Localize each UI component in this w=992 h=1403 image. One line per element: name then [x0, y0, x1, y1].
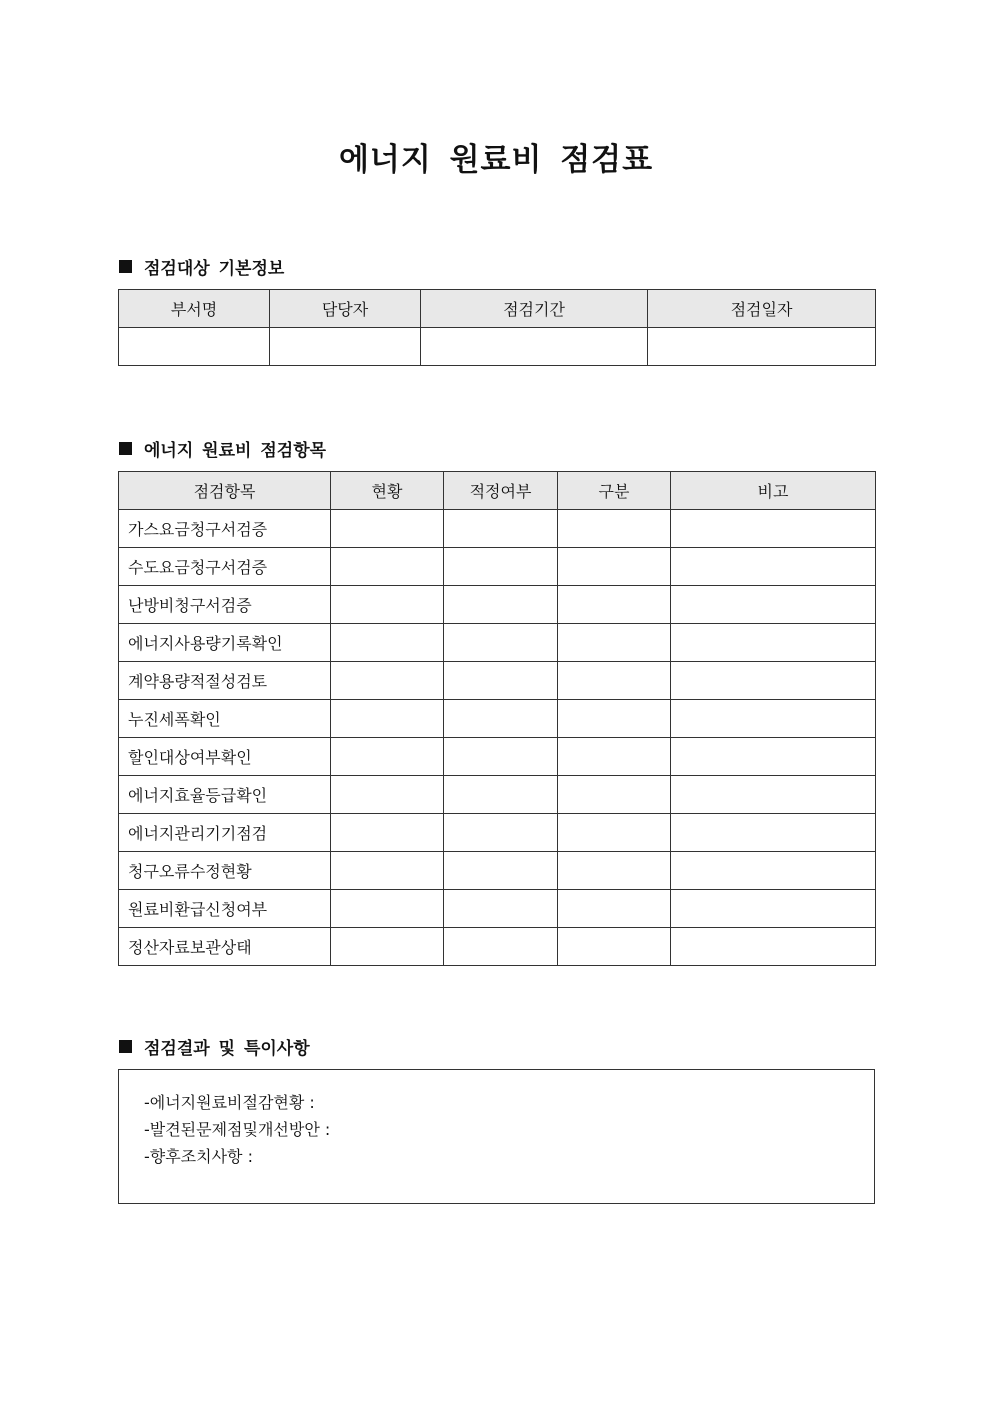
- remarks-cell[interactable]: [671, 776, 876, 814]
- notes-line-followup: -향후조치사항 :: [144, 1147, 253, 1166]
- category-cell[interactable]: [558, 776, 671, 814]
- check-item-label: 가스요금청구서검증: [119, 510, 331, 548]
- table-row: [119, 890, 876, 928]
- adequacy-cell[interactable]: [444, 624, 558, 662]
- status-cell[interactable]: [331, 586, 444, 624]
- page-title: 에너지 원료비 점검표: [338, 142, 654, 178]
- column-header-remarks: 비고: [671, 472, 876, 510]
- column-header-category: 구분: [558, 472, 671, 510]
- table-row: [119, 814, 876, 852]
- status-cell[interactable]: [331, 852, 444, 890]
- adequacy-cell[interactable]: [444, 548, 558, 586]
- adequacy-cell[interactable]: [444, 890, 558, 928]
- status-cell[interactable]: [331, 662, 444, 700]
- square-bullet-icon: [119, 442, 132, 455]
- status-cell[interactable]: [331, 814, 444, 852]
- section-heading-label: 에너지 원료비 점검항목: [144, 441, 327, 461]
- remarks-cell[interactable]: [671, 624, 876, 662]
- status-cell[interactable]: [331, 928, 444, 966]
- category-cell[interactable]: [558, 700, 671, 738]
- results-notes-box[interactable]: [118, 1069, 875, 1204]
- period-cell[interactable]: [421, 328, 648, 366]
- category-cell[interactable]: [558, 510, 671, 548]
- notes-line-issues: -발견된문제점및개선방안 :: [144, 1120, 331, 1139]
- category-cell[interactable]: [558, 814, 671, 852]
- section-heading-check-items: [119, 436, 326, 461]
- status-cell[interactable]: [331, 890, 444, 928]
- basic-info-table: [118, 289, 876, 366]
- remarks-cell[interactable]: [671, 700, 876, 738]
- remarks-cell[interactable]: [671, 814, 876, 852]
- check-item-label: 원료비환급신청여부: [119, 890, 331, 928]
- table-row: [119, 328, 876, 366]
- category-cell[interactable]: [558, 548, 671, 586]
- adequacy-cell[interactable]: [444, 928, 558, 966]
- adequacy-cell[interactable]: [444, 814, 558, 852]
- notes-line-savings: -에너지원료비절감현황 :: [144, 1093, 315, 1112]
- status-cell[interactable]: [331, 548, 444, 586]
- table-row: [119, 510, 876, 548]
- section-heading-results: [119, 1034, 310, 1059]
- square-bullet-icon: [119, 1040, 132, 1053]
- section-heading-label: 점검결과 및 특이사항: [144, 1039, 310, 1059]
- category-cell[interactable]: [558, 890, 671, 928]
- check-item-label: 에너지관리기기점검: [119, 814, 331, 852]
- check-item-label: 누진세폭확인: [119, 700, 331, 738]
- category-cell[interactable]: [558, 738, 671, 776]
- adequacy-cell[interactable]: [444, 700, 558, 738]
- column-header-manager: 담당자: [270, 290, 421, 328]
- check-items-table: [118, 471, 876, 966]
- remarks-cell[interactable]: [671, 890, 876, 928]
- table-row: [119, 928, 876, 966]
- table-row: [119, 586, 876, 624]
- column-header-item: 점검항목: [119, 472, 331, 510]
- category-cell[interactable]: [558, 662, 671, 700]
- column-header-status: 현황: [331, 472, 444, 510]
- adequacy-cell[interactable]: [444, 738, 558, 776]
- adequacy-cell[interactable]: [444, 852, 558, 890]
- remarks-cell[interactable]: [671, 510, 876, 548]
- check-item-label: 난방비청구서검증: [119, 586, 331, 624]
- remarks-cell[interactable]: [671, 662, 876, 700]
- check-item-label: 계약용량적절성검토: [119, 662, 331, 700]
- column-header-period: 점검기간: [421, 290, 648, 328]
- adequacy-cell[interactable]: [444, 662, 558, 700]
- status-cell[interactable]: [331, 510, 444, 548]
- check-item-label: 정산자료보관상태: [119, 928, 331, 966]
- remarks-cell[interactable]: [671, 852, 876, 890]
- remarks-cell[interactable]: [671, 586, 876, 624]
- category-cell[interactable]: [558, 624, 671, 662]
- table-row: [119, 548, 876, 586]
- category-cell[interactable]: [558, 928, 671, 966]
- status-cell[interactable]: [331, 738, 444, 776]
- department-cell[interactable]: [119, 328, 270, 366]
- date-cell[interactable]: [648, 328, 876, 366]
- remarks-cell[interactable]: [671, 738, 876, 776]
- section-heading-basic-info: [119, 254, 284, 279]
- column-header-adequacy: 적정여부: [444, 472, 558, 510]
- adequacy-cell[interactable]: [444, 586, 558, 624]
- check-item-label: 수도요금청구서검증: [119, 548, 331, 586]
- adequacy-cell[interactable]: [444, 776, 558, 814]
- table-row: [119, 776, 876, 814]
- column-header-department: 부서명: [119, 290, 270, 328]
- adequacy-cell[interactable]: [444, 510, 558, 548]
- check-item-label: 에너지사용량기록확인: [119, 624, 331, 662]
- manager-cell[interactable]: [270, 328, 421, 366]
- status-cell[interactable]: [331, 776, 444, 814]
- section-heading-label: 점검대상 기본정보: [144, 259, 285, 279]
- square-bullet-icon: [119, 260, 132, 273]
- table-row: [119, 624, 876, 662]
- table-header-row: [119, 290, 876, 328]
- table-row: [119, 738, 876, 776]
- table-row: [119, 700, 876, 738]
- status-cell[interactable]: [331, 624, 444, 662]
- table-header-row: [119, 472, 876, 510]
- remarks-cell[interactable]: [671, 548, 876, 586]
- status-cell[interactable]: [331, 700, 444, 738]
- check-item-label: 청구오류수정현황: [119, 852, 331, 890]
- table-row: [119, 852, 876, 890]
- category-cell[interactable]: [558, 586, 671, 624]
- check-item-label: 할인대상여부확인: [119, 738, 331, 776]
- check-item-label: 에너지효율등급확인: [119, 776, 331, 814]
- remarks-cell[interactable]: [671, 928, 876, 966]
- column-header-date: 점검일자: [648, 290, 876, 328]
- table-row: [119, 662, 876, 700]
- category-cell[interactable]: [558, 852, 671, 890]
